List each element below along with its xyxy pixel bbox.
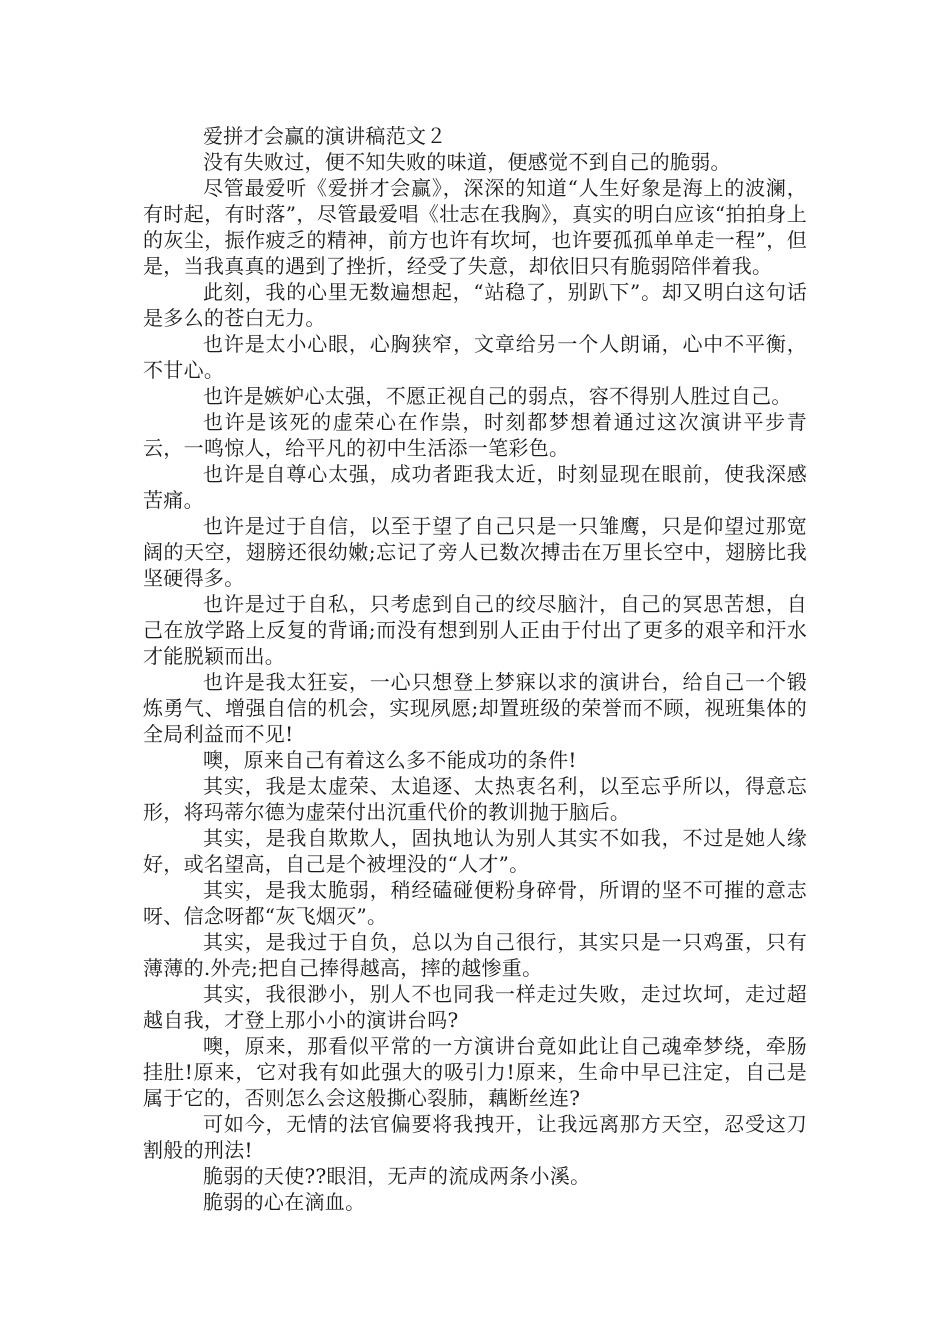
- paragraph-4: 也许是太小心眼，心胸狭窄，文章给另一个人朗诵，心中不平衡，不甘心。: [143, 332, 807, 382]
- paragraph-9: 也许是过于自私，只考虑到自己的绞尽脑汁，自己的冥思苦想，自己在放学路上反复的背诵;而没有想到别人正由于付出了更多的艰辛和汗水才能脱颖而出。: [143, 592, 807, 668]
- paragraph-12: 其实，我是太虚荣、太追逐、太热衷名利，以至忘乎所以，得意忘形，将玛蒂尔德为虚荣付出沉重代价的教训抛于脑后。: [143, 774, 807, 824]
- document-body: [143, 123, 807, 1215]
- paragraph-17: 噢，原来，那看似平常的一方演讲台竟如此让自己魂牵梦绕，牵肠挂肚!原来，它对我有如此强大的吸引力!原来，生命中早已注定，自己是属于它的，否则怎么会这般撕心裂肺，藕断丝连?: [143, 1034, 807, 1110]
- paragraph-13: 其实，是我自欺欺人，固执地认为别人其实不如我，不过是她人缘好，或名望高，自己是个被埋没的“人才”。: [143, 826, 807, 876]
- paragraph-15: 其实，是我过于自负，总以为自己很行，其实只是一只鸡蛋，只有薄薄的.外壳;把自己捧得越高，摔的越惨重。: [143, 930, 807, 980]
- paragraph-18: 可如今，无情的法官偏要将我拽开，让我远离那方天空，忍受这刀割般的刑法!: [143, 1112, 807, 1162]
- paragraph-20: 脆弱的心在滴血。: [203, 1190, 366, 1214]
- paragraph-6: 也许是该死的虚荣心在作祟，时刻都梦想着通过这次演讲平步青云，一鸣惊人，给平凡的初中生活添一笔彩色。: [143, 410, 807, 460]
- paragraph-19: 脆弱的天使??眼泪，无声的流成两条小溪。: [203, 1164, 591, 1188]
- paragraph-10: 也许是我太狂妄，一心只想登上梦寐以求的演讲台，给自己一个锻炼勇气、增强自信的机会，实现夙愿;却置班级的荣誉而不顾，视班集体的全局利益而不见!: [143, 670, 807, 746]
- paragraph-3: 此刻，我的心里无数遍想起，“站稳了，别趴下”。却又明白这句话是多么的苍白无力。: [143, 280, 807, 330]
- paragraph-5: 也许是嫉妒心太强，不愿正视自己的弱点，容不得别人胜过自己。: [203, 384, 792, 408]
- paragraph-8: 也许是过于自信，以至于望了自己只是一只雏鹰，只是仰望过那宽阔的天空，翅膀还很幼嫩;忘记了旁人已数次搏击在万里长空中，翅膀比我坚硬得多。: [143, 514, 807, 590]
- paragraph-1: 没有失败过，便不知失败的味道，便感觉不到自己的脆弱。: [203, 150, 731, 174]
- document-title: 爱拼才会赢的演讲稿范文２: [203, 124, 447, 148]
- paragraph-11: 噢，原来自己有着这么多不能成功的条件!: [203, 748, 577, 772]
- paragraph-7: 也许是自尊心太强，成功者距我太近，时刻显现在眼前，使我深感苦痛。: [143, 462, 807, 512]
- paragraph-14: 其实，是我太脆弱，稍经磕碰便粉身碎骨，所谓的坚不可摧的意志呀、信念呀都“灰飞烟灭”。: [143, 878, 807, 928]
- paragraph-2: 尽管最爱听《爱拼才会赢》，深深的知道“人生好象是海上的波澜，有时起，有时落”，尽管最爱唱《壮志在我胸》，真实的明白应该“拍拍身上的灰尘，振作疲乏的精神，前方也许有坎坷，也许要孤孤单单走一程”，但是，当我真真的遇到了挫折，经受了失意，却依旧只有脆弱陪伴着我。: [143, 176, 807, 278]
- paragraph-16: 其实，我很渺小，别人不也同我一样走过失败，走过坎坷，走过超越自我，才登上那小小的演讲台吗?: [143, 982, 807, 1032]
